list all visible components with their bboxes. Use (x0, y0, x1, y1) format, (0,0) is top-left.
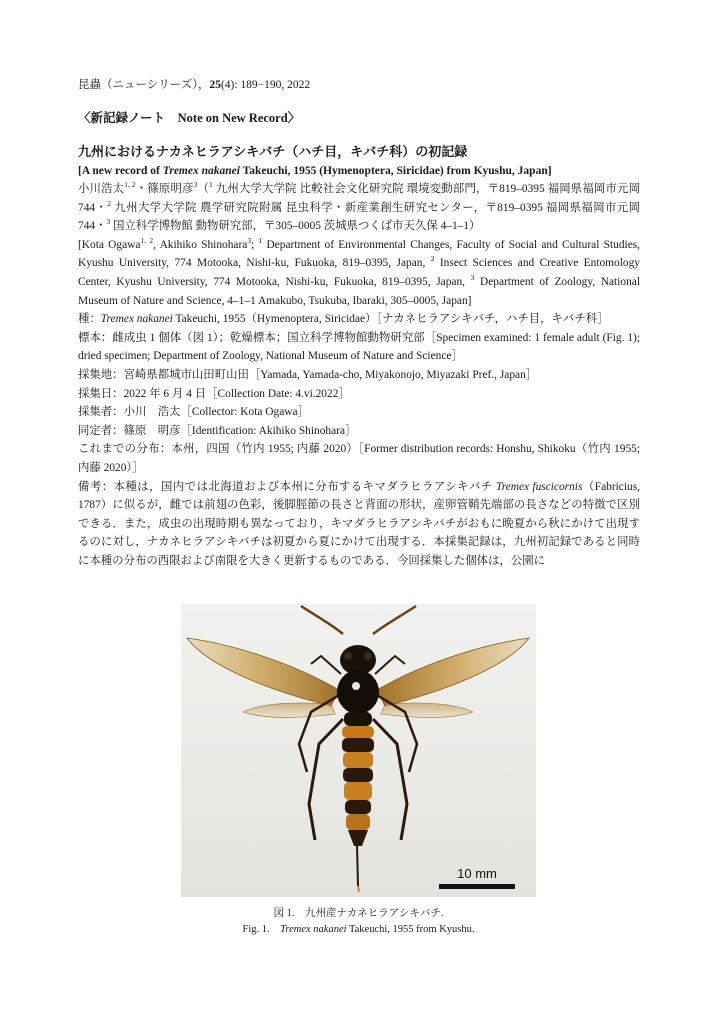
collection-date-field: 採集日：2022 年 6 月 4 日［Collection Date: 4.vi.2022］ (78, 387, 350, 400)
authors-english: [Kota Ogawa$^{1, 2}$, Akihiko Shinohara$^3$; $^1$ Department of Environmental Changes, Faculty of Social and Cultural Studies, Kyushu University, 774 Motooka, Nishi-ku, Fukuoka, 819–0395, Japan, $^2$ Insect Sciences and Creative Entomology Center, Kyushu University, 774 Motooka, Nishi-ku, Fukuoka, 819–0395, Japan, $^3$ Department of Zoology, National Museum of Nature and Science, 4–1–1 Amakubo, Tsukuba, Ibaraki, 305–0005, Japan] (78, 235, 641, 307)
specimen-field: 標本：雌成虫 1 個体（図 1）；乾燥標本；国立科学博物館動物研究部［Specimen examined: 1 female adult (Fig. 1); dried specimen; Department of Zoology, National Museum of Nature and Science］ (78, 331, 640, 363)
title-species-name: Tremex nakanei (162, 165, 240, 177)
locality-field: 採集地：宮崎県都城市山田町山田［Yamada, Yamada-cho, Miyakonojo, Miyazaki Pref., Japan］ (78, 368, 538, 381)
authors-japanese: 小川浩太$^{1, 2}$・篠原明彦$^3$（$^1$ 九州大学大学院 比較社会文化研究院 環境変動部門，〒819–0395 福岡県福岡市元岡 744・$^2$ 九州大学大学院 農学研究院附属 昆虫科学・新産業創生研究センター，〒819–0395 福岡県福岡市元岡 744・$^3$ 国立科学博物館 動物研究部，〒305–0005 茨城県つくば市天久保 4–1–1） (78, 180, 640, 233)
article (78, 76, 640, 570)
wasp-illustration (181, 604, 536, 897)
title-english: [A new record of Tremex nakanei Takeuchi, 1955 (Hymenoptera, Siricidae) from Kyushu, Japan] (78, 165, 552, 177)
scale-bar (439, 884, 515, 889)
caption-species-name: Tremex nakanei (280, 924, 347, 935)
figure-caption-english: Fig. 1. Tremex nakanei Takeuchi, 1955 from Kyushu. (242, 924, 475, 935)
figure-caption-japanese: 図 1. 九州産ナカネヒラアシキバチ. (273, 908, 444, 919)
remarks-paragraph: 備考：本種は，国内では北海道および本州に分布するキマダラヒラアシキバチ Tremex fuscicornis（Fabricius, 1787）に似るが，雌では前翅の色彩，後脚脛節の長さと背面の形状，産卵管鞘先端部の長さなどの特徴で区別できる．また，成虫の出現時期も異なっており，キマダラヒラアシキバチがおもに晩夏から秋にかけて出現するのに対し，ナカネヒラアシキバチは初夏から夏にかけて出現する．本採集記録は，九州初記録であると同時に本種の分布の西限および南限を大きく更新するものである．今回採集した個体は，公園に (78, 480, 640, 567)
article-body (78, 180, 640, 570)
collector-field: 採集者：小川 浩太［Collector: Kota Ogawa］ (78, 406, 309, 419)
journal-volume: 25 (209, 79, 221, 91)
identifier-field: 同定者：篠原 明彦［Identification: Akihiko Shinohara］ (78, 424, 357, 437)
title-japanese: 九州におけるナカネヒラアシキバチ（ハチ目，キバチ科）の初記録 (78, 144, 468, 159)
section-label: 〈新記録ノート Note on New Record〉 (78, 111, 301, 125)
species-name: Tremex nakanei (100, 313, 173, 326)
scale-bar-label: 10 mm (457, 866, 497, 881)
distribution-field: これまでの分布：本州，四国（竹内 1955; 内藤 2020）［Former distribution records: Honshu, Shikoku（竹内 1955; 内藤 2020）］ (78, 443, 640, 474)
remarks-species-name: Tremex fuscicornis (495, 480, 583, 493)
specimen-photo (181, 604, 536, 897)
journal-citation: 昆蟲（ニューシリーズ），25(4): 189−190, 2022 (78, 79, 311, 91)
species-field: 種：Tremex nakanei Takeuchi, 1955（Hymenoptera, Siricidae）［ナカネヒラアシキバチ，ハチ目，キバチ科］ (78, 313, 609, 326)
